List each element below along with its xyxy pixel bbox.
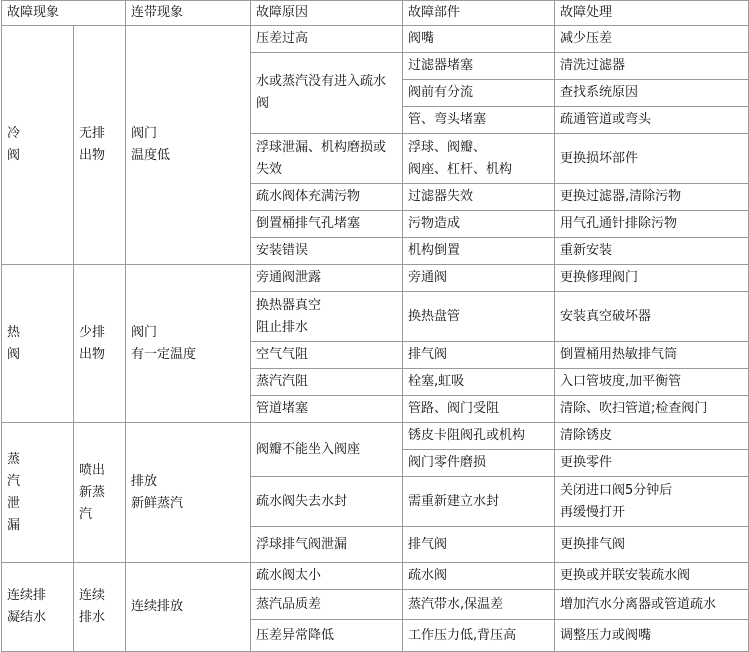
sub-phenomenon-cell: 连续 排水 [74, 563, 126, 652]
sub-phenomenon-cell: 少排 出物 [74, 265, 126, 423]
fix-cell: 更换或并联安装疏水阀 [555, 563, 749, 590]
table-row [2, 26, 749, 53]
cause-cell: 倒置桶排气孔堵塞 [251, 211, 403, 238]
cause-cell: 压差过高 [251, 26, 403, 53]
fix-cell: 更换零件 [555, 450, 749, 477]
cause-cell: 疏水阀体充满污物 [251, 184, 403, 211]
related-cell: 阀门 有一定温度 [126, 265, 251, 423]
cause-cell: 疏水阀失去水封 [251, 477, 403, 527]
part-cell: 管、弯头堵塞 [403, 107, 555, 134]
cause-cell: 疏水阀太小 [251, 563, 403, 590]
part-cell: 疏水阀 [403, 563, 555, 590]
cause-cell: 压差异常降低 [251, 620, 403, 652]
header-cause: 故障原因 [251, 1, 403, 26]
fix-cell: 重新安装 [555, 238, 749, 265]
fix-cell: 增加汽水分离器或管道疏水 [555, 590, 749, 620]
part-cell: 锈皮卡阻阀孔或机构 [403, 423, 555, 450]
fix-cell: 安装真空破坏器 [555, 292, 749, 342]
part-cell: 阀嘴 [403, 26, 555, 53]
fix-cell: 减少压差 [555, 26, 749, 53]
cause-cell: 浮球排气阀泄漏 [251, 527, 403, 563]
fix-cell: 更换损坏部件 [555, 134, 749, 184]
fault-table [1, 0, 749, 652]
cause-cell: 浮球泄漏、机构磨损或失效 [251, 134, 403, 184]
related-cell: 阀门 温度低 [126, 26, 251, 265]
table-row [2, 563, 749, 590]
fix-cell: 更换排气阀 [555, 527, 749, 563]
fix-cell: 倒置桶用热敏排气筒 [555, 342, 749, 369]
fix-cell: 清洗过滤器 [555, 53, 749, 80]
header-phenomenon: 故障现象 [2, 1, 126, 26]
header-part: 故障部件 [403, 1, 555, 26]
fix-cell: 调整压力或阀嘴 [555, 620, 749, 652]
part-cell: 浮球、阀瓣、 阀座、杠杆、机构 [403, 134, 555, 184]
sub-phenomenon-cell: 无排 出物 [74, 26, 126, 265]
fix-cell: 更换修理阀门 [555, 265, 749, 292]
fix-cell: 用气孔通针排除污物 [555, 211, 749, 238]
part-cell: 排气阀 [403, 527, 555, 563]
fix-cell: 查找系统原因 [555, 80, 749, 107]
part-cell: 阀门零件磨损 [403, 450, 555, 477]
header-related: 连带现象 [126, 1, 251, 26]
fix-cell: 关闭进口阀5分钟后 再缓慢打开 [555, 477, 749, 527]
cause-cell: 阀瓣不能坐入阀座 [251, 423, 403, 477]
cause-cell: 空气气阻 [251, 342, 403, 369]
related-cell: 排放 新鲜蒸汽 [126, 423, 251, 563]
related-cell: 连续排放 [126, 563, 251, 652]
part-cell: 阀前有分流 [403, 80, 555, 107]
sub-phenomenon-cell: 喷出 新蒸 汽 [74, 423, 126, 563]
part-cell: 过滤器失效 [403, 184, 555, 211]
cause-cell: 水或蒸汽没有进入疏水阀 [251, 53, 403, 134]
part-cell: 污物造成 [403, 211, 555, 238]
header-fix: 故障处理 [555, 1, 749, 26]
phenomenon-cell: 热 阀 [2, 265, 74, 423]
cause-cell: 安装错误 [251, 238, 403, 265]
part-cell: 工作压力低,背压高 [403, 620, 555, 652]
cause-cell: 换热器真空 阻止排水 [251, 292, 403, 342]
part-cell: 排气阀 [403, 342, 555, 369]
part-cell: 管路、阀门受阻 [403, 396, 555, 423]
fix-cell: 清除锈皮 [555, 423, 749, 450]
cause-cell: 旁通阀泄露 [251, 265, 403, 292]
phenomenon-cell: 蒸 汽 泄 漏 [2, 423, 74, 563]
cause-cell: 管道堵塞 [251, 396, 403, 423]
part-cell: 蒸汽带水,保温差 [403, 590, 555, 620]
part-cell: 栓塞,虹吸 [403, 369, 555, 396]
part-cell: 需重新建立水封 [403, 477, 555, 527]
phenomenon-cell: 冷 阀 [2, 26, 74, 265]
part-cell: 换热盘管 [403, 292, 555, 342]
fix-cell: 入口管坡度,加平衡管 [555, 369, 749, 396]
table-row [2, 265, 749, 292]
phenomenon-cell: 连续排 凝结水 [2, 563, 74, 652]
part-cell: 过滤器堵塞 [403, 53, 555, 80]
table-row [2, 423, 749, 450]
fix-cell: 更换过滤器,清除污物 [555, 184, 749, 211]
part-cell: 旁通阀 [403, 265, 555, 292]
fix-cell: 清除、吹扫管道;检查阀门 [555, 396, 749, 423]
header-row [2, 1, 749, 26]
cause-cell: 蒸汽品质差 [251, 590, 403, 620]
fix-cell: 疏通管道或弯头 [555, 107, 749, 134]
cause-cell: 蒸汽汽阻 [251, 369, 403, 396]
part-cell: 机构倒置 [403, 238, 555, 265]
